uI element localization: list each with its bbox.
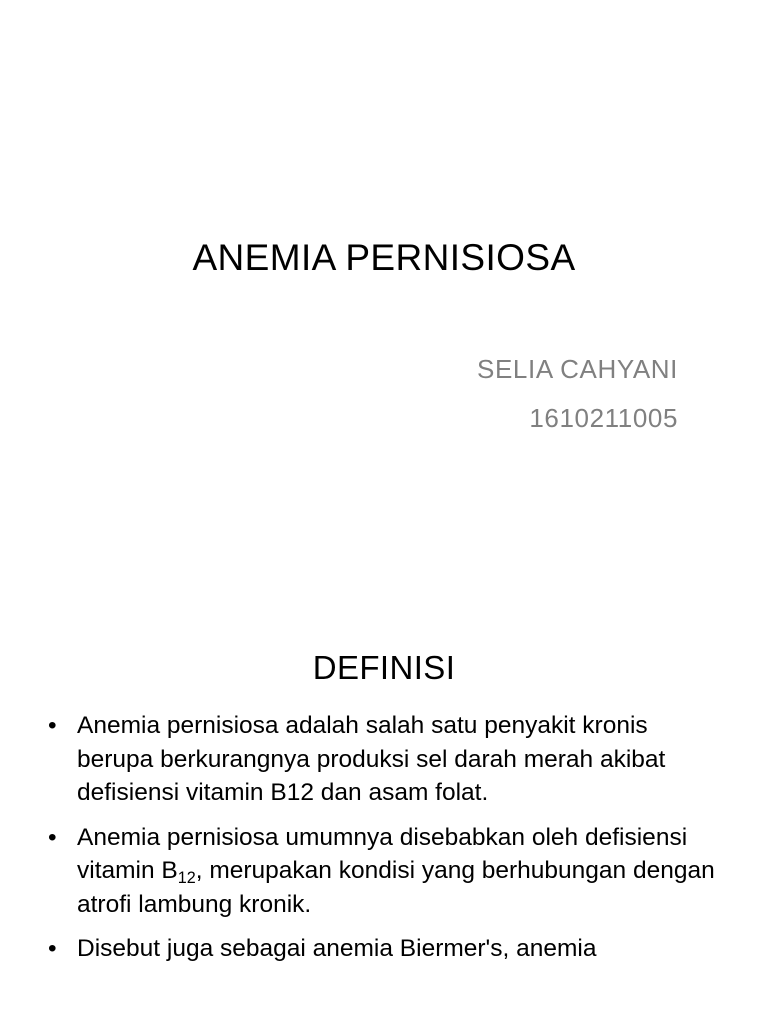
list-item-text: Anemia pernisiosa adalah salah satu penyakit kronis berupa berkurangnya produksi sel darah merah akibat defisiensi vitamin B12 dan asam folat. [77, 712, 666, 807]
list-item [44, 709, 716, 810]
bullet-marker-icon: • [48, 823, 57, 851]
list-item-text: Anemia pernisiosa umumnya disebabkan oleh defisiensi vitamin $B_{12}$, merupakan kondisi yang berhubungan dengan atrofi lambung kronik. [77, 823, 715, 918]
list-item-text: Disebut juga sebagai anemia Biermer's, anemia [77, 935, 597, 963]
bullet-marker-icon: • [48, 712, 57, 739]
list-item [44, 821, 716, 922]
slide-definisi-section [0, 576, 768, 1024]
definisi-bullet-list [44, 709, 716, 977]
page-title: ANEMIA PERNISIOSA [192, 236, 576, 278]
author-block [218, 345, 678, 444]
bullet-marker-icon: • [48, 935, 57, 963]
author-name: SELIA CAHYANI [477, 354, 678, 384]
author-id: 1610211005 [529, 403, 678, 434]
section-heading-definisi: DEFINISI [312, 649, 456, 687]
subscript-12: 12 [177, 868, 196, 887]
list-item [44, 932, 716, 966]
